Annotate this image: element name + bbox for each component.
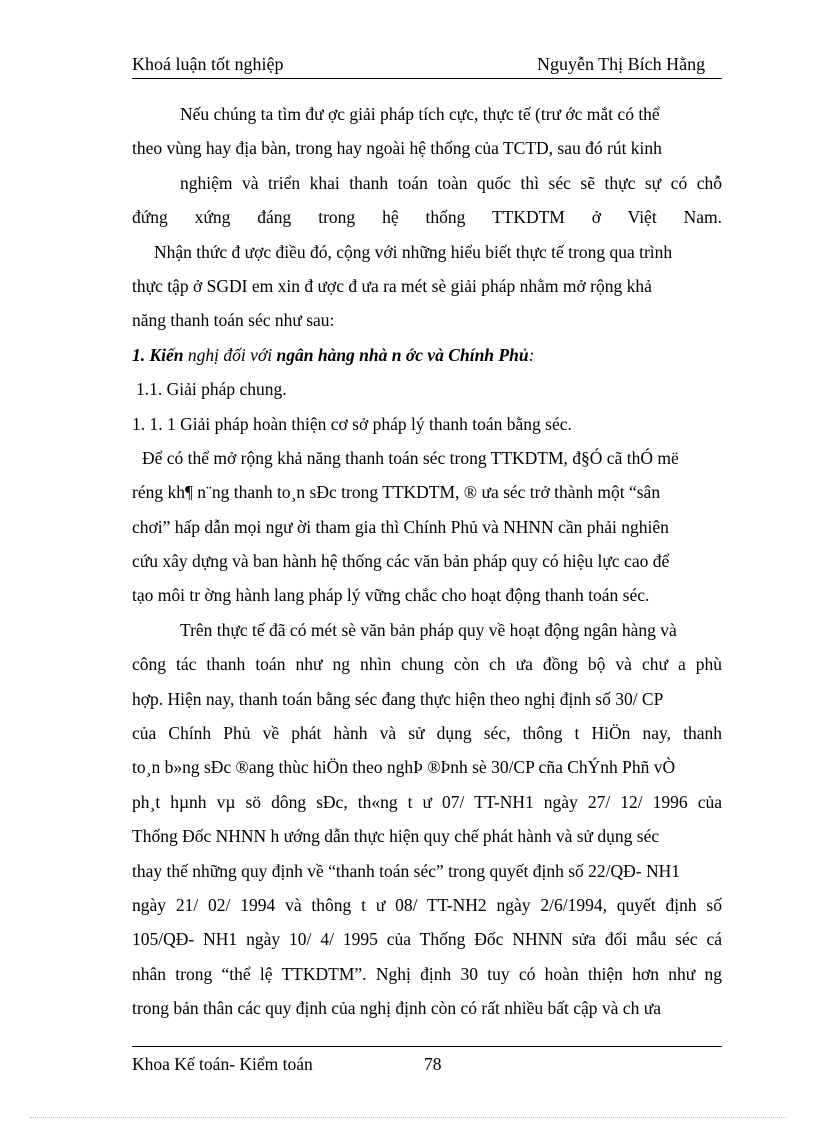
text-line: công tác thanh toán như ng nhìn chung còn ch ưa đồng bộ và chư a phù xyxy=(132,654,722,675)
text-line: thực tập ở SGDI em xin đ ược đ ưa ra mét sè giải pháp nhằm mở rộng khả xyxy=(132,275,652,296)
text-line: nhân trong “thể lệ TTKDTM”. Nghị định 30 tuy có hoàn thiện hơn như ng xyxy=(132,963,722,984)
text-line: đứng xứng đáng trong hệ thống TTKDTM ở Việt Nam. xyxy=(132,207,722,228)
text-line: Trên thực tế đã có mét sè văn bản pháp quy về hoạt động ngân hàng và xyxy=(180,619,677,640)
heading-part: nghị đối với xyxy=(183,344,277,365)
page-header xyxy=(132,52,722,79)
text-line: năng thanh toán séc như sau: xyxy=(132,310,335,331)
page-edge-divider xyxy=(30,1117,786,1118)
text-line: réng kh¶ n¨ng thanh to¸n sÐc trong TTKDTM, ® ưa séc trở thành một “sân xyxy=(132,482,661,503)
text-line: Nhận thức đ ược điều đó, cộng với những hiểu biết thực tế trong qua trình xyxy=(154,241,673,262)
text-line: to¸n b»ng sÐc ®ang thùc hiÖn theo nghÞ ®Þnh sè 30/CP cña ChÝnh Phñ vÒ xyxy=(132,757,676,778)
text-line: chơi” hấp dẫn mọi ngư ời tham gia thì Chính Phủ và NHNN cần phải nghiên xyxy=(132,516,669,537)
text-line: Nếu chúng ta tìm đư ợc giải pháp tích cực, thực tế (trư ớc mắt có thể xyxy=(180,104,660,124)
text-line: tạo môi tr ờng hành lang pháp lý vững chắc cho hoạt động thanh toán séc. xyxy=(132,585,650,606)
subheading: 1. 1. 1 Giải pháp hoàn thiện cơ sở pháp lý thanh toán bằng séc. xyxy=(132,413,572,434)
footer-department: Khoa Kế toán- Kiểm toán xyxy=(132,1054,313,1074)
heading-part: : xyxy=(528,344,535,365)
text-line: cứu xây dựng và ban hành hệ thống các văn bản pháp quy có hiệu lực cao để xyxy=(132,551,670,572)
text-line: thay thế những quy định về “thanh toán séc” trong quyết định số 22/QĐ- NH1 xyxy=(132,860,680,881)
text-line: trong bản thân các quy định của nghị định còn có rất nhiều bất cập và ch ưa xyxy=(132,998,661,1019)
page-number: 78 xyxy=(424,1054,442,1074)
header-author-name: Nguyễn Thị Bích Hằng xyxy=(537,54,706,74)
text-line: 105/QĐ- NH1 ngày 10/ 4/ 1995 của Thống Đốc NHNN sửa đổi mẫu séc cá xyxy=(132,929,722,950)
heading-part: ngân hàng nhà n ớc và Chính Phủ xyxy=(276,344,529,365)
page-footer xyxy=(132,1046,722,1074)
text-line: của Chính Phủ về phát hành và sử dụng séc, thông t HiÖn nay, thanh xyxy=(132,723,722,744)
text-line: ngày 21/ 02/ 1994 và thông t ư 08/ TT-NH2 ngày 2/6/1994, quyết định số xyxy=(132,894,722,915)
text-line: theo vùng hay địa bàn, trong hay ngoài hệ thống của TCTD, sau đó rút kinh xyxy=(132,138,662,159)
section-heading xyxy=(132,338,722,372)
document-body xyxy=(132,97,722,1026)
text-line: hợp. Hiện nay, thanh toán bằng séc đang thực hiện theo nghị định số 30/ CP xyxy=(132,688,664,709)
text-line: nghiệm và triển khai thanh toán toàn quốc thì séc sẽ thực sự có chỗ xyxy=(180,172,722,193)
text-line: Thống Đốc NHNN h ướng dẫn thực hiện quy chế phát hành và sử dụng séc xyxy=(132,826,660,847)
header-thesis-title: Khoá luận tốt nghiệp xyxy=(132,54,284,74)
subheading: 1.1. Giải pháp chung. xyxy=(136,379,287,400)
text-line: ph¸t hµnh vµ sö dông sÐc, th«ng t ư 07/ TT-NH1 ngày 27/ 12/ 1996 của xyxy=(132,791,722,812)
heading-part: 1. Kiến xyxy=(132,344,184,365)
text-line: Để có thể mở rộng khả năng thanh toán séc trong TTKDTM, đ§Ó cã thÓ më xyxy=(142,447,679,468)
